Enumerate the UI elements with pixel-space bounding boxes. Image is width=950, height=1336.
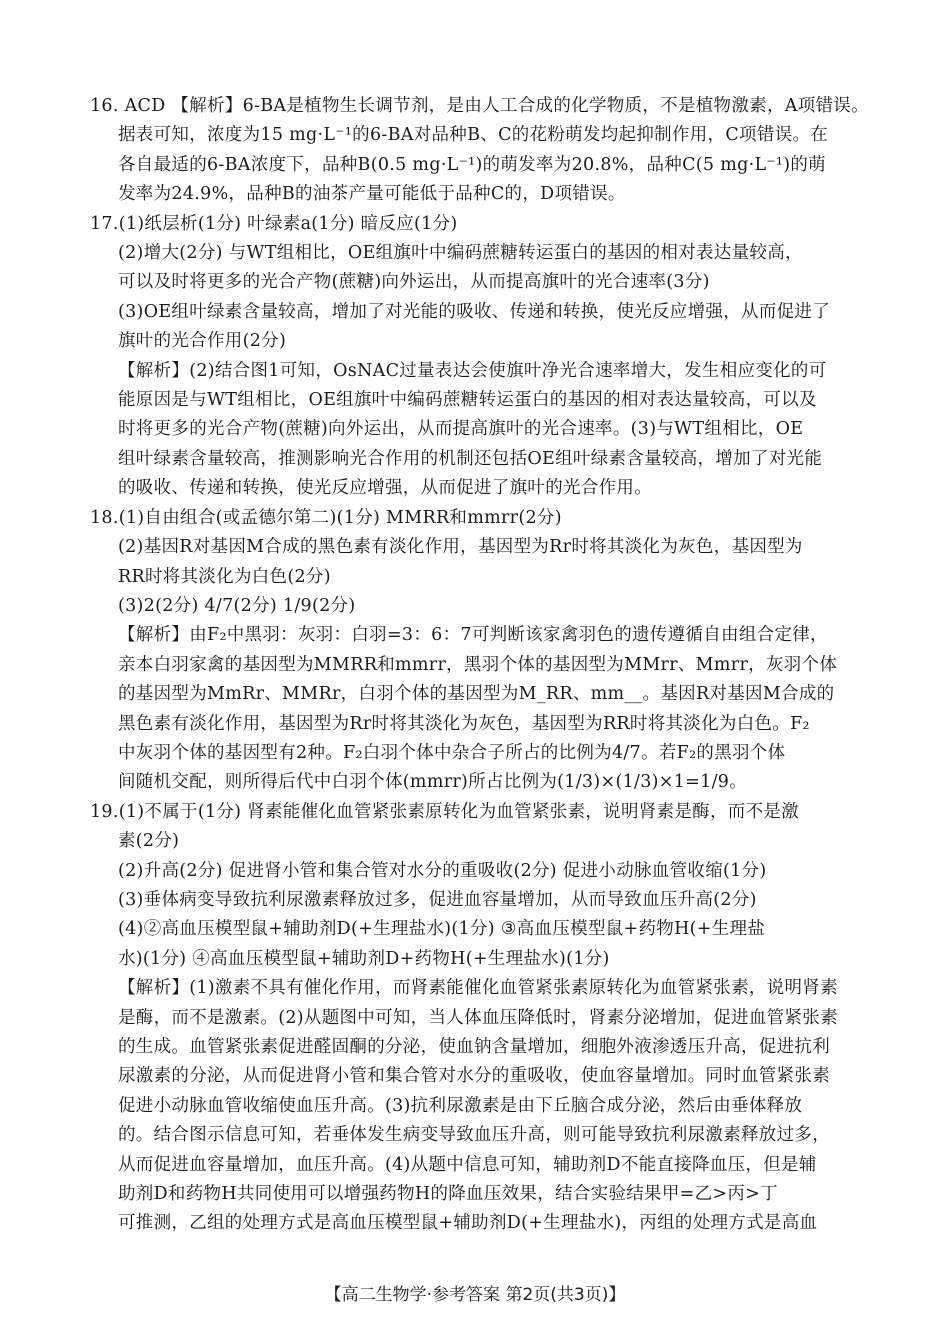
text-line: 促进小动脉血管收缩使血压升高。(3)抗利尿激素是由下丘脑合成分泌，然后由垂体释放 [118,1095,803,1116]
text-line: 的吸收、传递和转换，使光反应增强，从而促进了旗叶的光合作用。 [118,478,652,499]
text-line: RR时将其淡化为白色(2分) [118,566,331,587]
text-line: (2)基因R对基因M合成的黑色素有淡化作用，基因型为Rr时将其淡化为灰色，基因型为 [118,537,803,558]
text-line: 的基因型为MmRr、MMRr，白羽个体的基因型为M_RR、mm__。基因R对基因M合成的 [118,684,835,705]
text-line: 黑色素有淡化作用，基因型为Rr时将其淡化为灰色，基因型为RR时将其淡化为白色。F₂ [118,713,810,734]
text-line: 据表可知，浓度为15 mg·L⁻¹的6-BA对品种B、C的花粉萌发均起抑制作用，C项错误。在 [118,125,829,146]
page-footer: 【高二生物学·参考答案 第2页(共3页)】 [324,1285,626,1305]
text-line: 旗叶的光合作用(2分) [118,331,287,352]
text-line: (2)增大(2分) 与WT组相比，OE组旗叶中编码蔗糖转运蛋白的基因的相对表达量较高， [118,243,803,264]
text-line: 18.(1)自由组合(或孟德尔第二)(1分) MMRR和mmrr(2分) [90,507,562,528]
text-line: (3)垂体病变导致抗利尿激素释放过多，促进血容量增加，从而导致血压升高(2分) [118,889,757,910]
answer-text-body [90,92,869,1239]
text-line: 的生成。血管紧张素促进醛固酮的分泌，使血钠含量增加，细胞外液渗透压升高，促进抗利 [118,1037,830,1057]
text-line: (4)②高血压模型鼠+辅助剂D(+生理盐水)(1分) ③高血压模型鼠+药物H(+生理盐 [118,919,766,940]
text-line: (3)OE组叶绿素含量较高，增加了对光能的吸收、传递和转换，使光反应增强，从而促进了 [118,301,831,322]
text-line: 17.(1)纸层析(1分) 叶绿素a(1分) 暗反应(1分) [90,213,458,234]
text-line: 的。结合图示信息可知，若垂体发生病变导致血压升高，则可能导致抗利尿激素释放过多， [118,1125,830,1146]
text-line: 是酶，而不是激素。(2)从题图中可知，当人体血压降低时，肾素分泌增加，促进血管紧张素 [118,1007,838,1028]
text-line: 【解析】由F₂中黑羽：灰羽：白羽=3：6：7可判断该家禽羽色的遗传遵循自由组合定律， [118,625,828,646]
text-line: 尿激素的分泌，从而促进肾小管和集合管对水分的重吸收，使血容量增加。同时血管紧张素 [118,1066,830,1087]
text-line: 16. ACD 【解析】6-BA是植物生长调节剂，是由人工合成的化学物质，不是植物激素，A项错误。 [90,96,869,116]
text-line: 能原因是与WT组相比，OE组旗叶中编码蔗糖转运蛋白的基因的相对表达量较高，可以及 [118,390,817,411]
text-line: 中灰羽个体的基因型有2种。F₂白羽个体中杂合子所占的比例为4/7。若F₂的黑羽个体 [118,742,786,763]
text-line: 助剂D和药物H共同使用可以增强药物H的降血压效果，结合实验结果甲=乙>丙>丁 [118,1184,778,1205]
text-line: 【解析】(1)激素不具有催化作用，而肾素能催化血管紧张素原转化为血管紧张素，说明肾素 [118,978,838,999]
text-line: (2)升高(2分) 促进肾小管和集合管对水分的重吸收(2分) 促进小动脉血管收缩(1分) [118,860,767,881]
text-line: 素(2分) [118,831,180,852]
text-line: 组叶绿素含量较高，推测影响光合作用的机制还包括OE组叶绿素含量较高，增加了对光能 [118,448,823,469]
text-line: 【解析】(2)结合图1可知，OsNAC过量表达会使旗叶净光合速率增大，发生相应变化的可 [118,360,827,381]
text-line: 从而促进血容量增加，血压升高。(4)从题中信息可知，辅助剂D不能直接降血压，但是辅 [118,1154,817,1175]
text-line: 发率为24.9%，品种B的油茶产量可能低于品种C的，D项错误。 [118,184,626,205]
text-line: 时将更多的光合产物(蔗糖)向外运出，从而提高旗叶的光合速率。(3)与WT组相比，OE [118,419,804,440]
text-line: 亲本白羽家禽的基因型为MMRR和mmrr，黑羽个体的基因型为MMrr、Mmrr，灰羽个体 [118,654,838,675]
text-line: 19.(1)不属于(1分) 肾素能催化血管紧张素原转化为血管紧张素，说明肾素是酶，而不是激 [90,801,799,822]
text-line: 各自最适的6-BA浓度下，品种B(0.5 mg·L⁻¹)的萌发率为20.8%，品种C(5 mg·L⁻¹)的萌 [118,154,826,175]
text-line: 间随机交配，则所得后代中白羽个体(mmrr)所占比例为(1/3)×(1/3)×1=1/9。 [118,772,747,793]
text-line: 可推测，乙组的处理方式是高血压模型鼠+辅助剂D(+生理盐水)，丙组的处理方式是高血 [118,1213,818,1234]
text-line: 可以及时将更多的光合产物(蔗糖)向外运出，从而提高旗叶的光合速率(3分) [118,272,710,293]
text-line: 水)(1分) ④高血压模型鼠+辅助剂D+药物H(+生理盐水)(1分) [118,948,610,969]
text-line: (3)2(2分) 4/7(2分) 1/9(2分) [118,595,356,616]
